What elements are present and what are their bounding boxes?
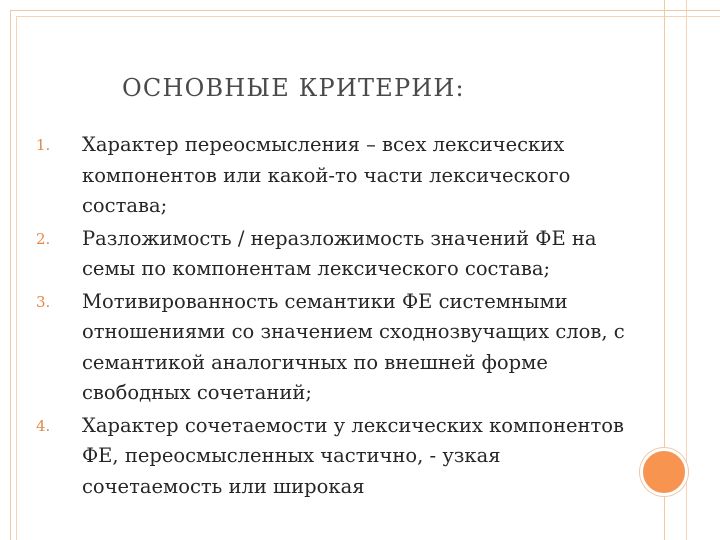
list-item-text: Мотивированность семантики ФЕ системными отношениями со значением сходнозвучащих слов, с семантикой аналогичных по внешней форме свободных сочетаний;: [82, 289, 625, 404]
list-item-text: Характер сочетаемости у лексических компонентов ФЕ, переосмысленных частично, - узкая сочетаемость или широкая: [82, 413, 624, 498]
list-item-number: 1.: [36, 136, 51, 154]
list-item-number: 2.: [36, 229, 51, 248]
frame-rule-inner: [686, 0, 687, 540]
slide-title: ОСНОВНЫЕ КРИТЕРИИ:: [122, 74, 465, 102]
list-item-text: Характер переосмысления – всех лексических компонентов или какой-то части лексического состава;: [82, 133, 571, 217]
list-item-number: 4.: [36, 416, 51, 435]
list-item: [36, 130, 626, 222]
criteria-list: [36, 130, 626, 504]
list-item-text: Разложимость / неразложимость значений ФЕ на семы по компонентам лексического состава;: [82, 226, 597, 280]
list-item: [36, 287, 626, 409]
list-item: [36, 411, 626, 503]
list-item: [36, 224, 626, 285]
list-item-number: 3.: [36, 292, 51, 311]
decorative-circle-icon: [640, 448, 688, 496]
